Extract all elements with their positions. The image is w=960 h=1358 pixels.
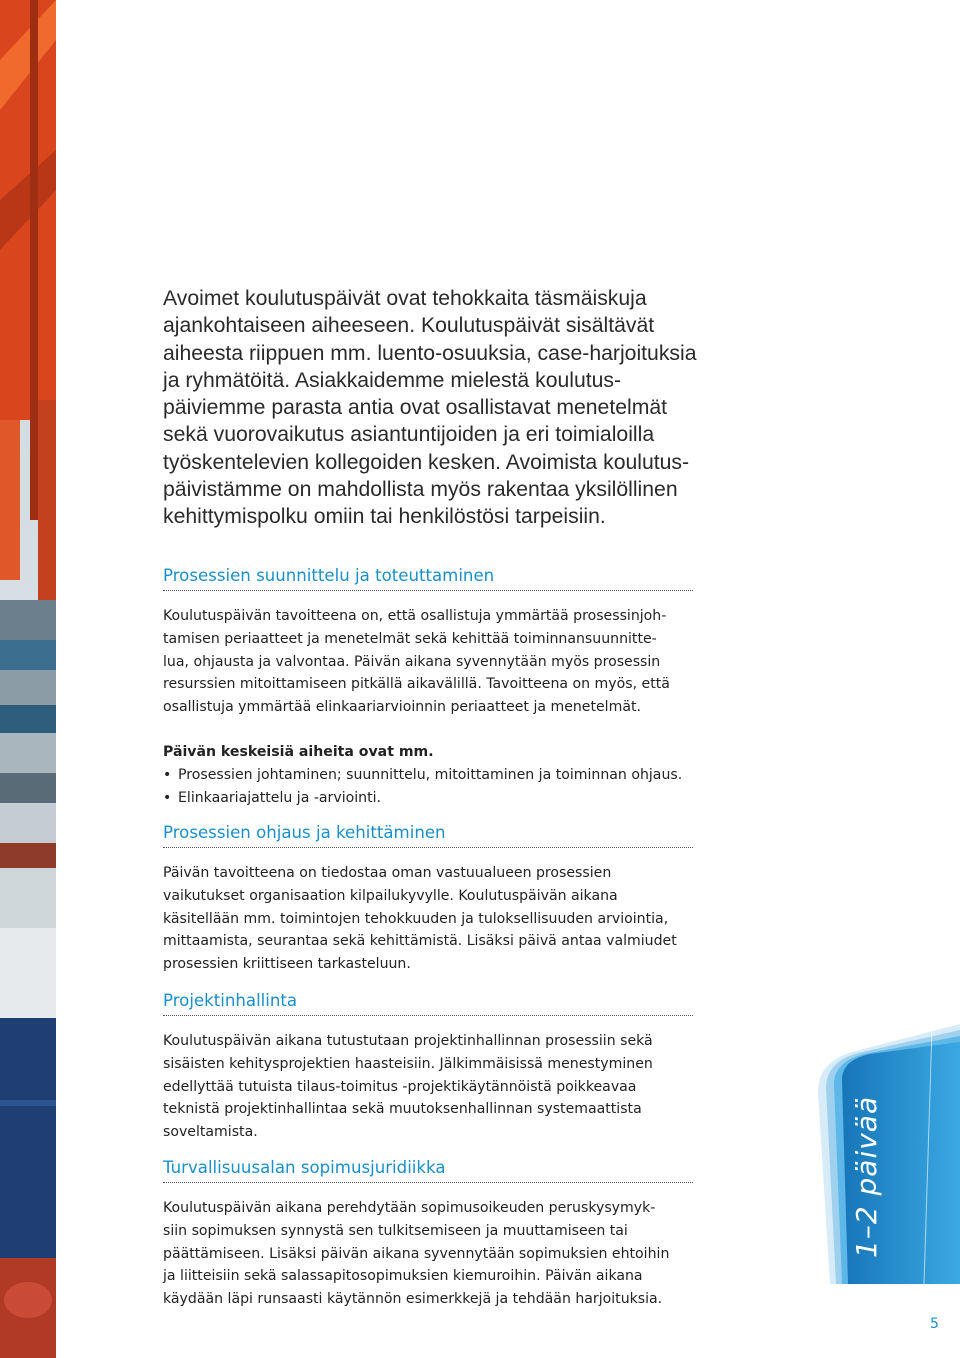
body-line: Päivän tavoitteena on tiedostaa oman vastuualueen prosessien: [163, 865, 612, 881]
body-line: siin sopimuksen synnystä sen tulkitsemiseen ja muuttamiseen tai: [163, 1222, 628, 1239]
body-line: ja liitteisiin sekä salassapitosopimuksien kiemuroihin. Päivän aikana: [163, 1268, 643, 1285]
body-line: Koulutuspäivän aikana perehdytään sopimusoikeuden peruskysymyk-: [163, 1200, 656, 1216]
intro-line: sekä vuorovaikutus asiantuntijoiden ja eri toimialoilla: [163, 423, 655, 447]
intro-line: työskentelevien kollegoiden kesken. Avoimista koulutus-: [163, 450, 690, 474]
intro-line: päiviemme parasta antia ovat osallistavat menetelmät: [163, 396, 668, 420]
key-topics-list: [163, 764, 693, 810]
duration-label: 1–2 päivää: [850, 1095, 883, 1258]
intro-line: ajankohtaiseen aiheeseen. Koulutuspäivät sisältävät: [163, 314, 655, 338]
body-line: käsitellään mm. toimintojen tehokkuuden ja tuloksellisuuden arviointia,: [163, 910, 669, 927]
body-line: soveltamista.: [163, 1124, 258, 1141]
intro-line: ja ryhmätöitä. Asiakkaidemme mielestä koulutus-: [163, 368, 622, 392]
body-line: sisäisten kehitysprojektien haasteisiin. Jälkimmäisissä menestyminen: [163, 1055, 653, 1072]
body-line: edellyttää tutuista tilaus-toimitus -projektikäytännöistä poikkeavaa: [163, 1078, 637, 1095]
section-title: Prosessien ohjaus ja kehittäminen: [163, 823, 693, 848]
intro-line: päivistämme on mahdollista myös rakentaa yksilöllinen: [163, 478, 678, 502]
page-number: 5: [930, 1316, 939, 1332]
list-item: • Prosessien johtaminen; suunnittelu, mitoittaminen ja toiminnan ohjaus.: [163, 764, 693, 787]
section-process-control: [163, 823, 693, 976]
body-line: päättämiseen. Lisäksi päivän aikana syvennytään sopimuksien ehtoihin: [163, 1245, 670, 1262]
section-title: Turvallisuusalan sopimusjuridiikka: [163, 1158, 693, 1183]
intro-line: Avoimet koulutuspäivät ovat tehokkaita täsmäiskuja: [163, 287, 647, 310]
section-body: [163, 1030, 693, 1144]
body-line: Koulutuspäivän tavoitteena on, että osallistuja ymmärtää prosessinjoh-: [163, 608, 667, 624]
body-line: tamisen periaatteet ja menetelmät sekä kehittää toiminnansuunnitte-: [163, 630, 657, 647]
body-line: käydään läpi runsaasti käytännön esimerkkejä ja tehdään harjoituksia.: [163, 1291, 663, 1308]
body-line: prosessien kriittiseen tarkasteluun.: [163, 956, 411, 973]
body-line: lua, ohjausta ja valvontaa. Päivän aikana syvennytään myös prosessin: [163, 653, 661, 670]
key-topics-heading: Päivän keskeisiä aiheita ovat mm.: [163, 743, 434, 760]
harbour-crane-photo: [0, 0, 56, 1358]
body-line: Koulutuspäivän aikana tutustutaan projektinhallinnan prosessiin sekä: [163, 1033, 653, 1049]
section-body: [163, 862, 693, 976]
section-title: Prosessien suunnittelu ja toteuttaminen: [163, 566, 693, 591]
section-body: [163, 1197, 693, 1311]
section-process-planning: [163, 566, 693, 810]
list-item: • Elinkaariajattelu ja -arviointi.: [163, 787, 693, 810]
intro-paragraph: [163, 285, 763, 531]
body-line: mittaamista, seurantaa sekä kehittämistä. Lisäksi päivä antaa valmiudet: [163, 933, 677, 950]
section-contract-law: [163, 1158, 693, 1311]
intro-line: aiheesta riippuen mm. luento-osuuksia, case-harjoituksia: [163, 341, 697, 365]
body-line: vaikutukset organisaation kilpailukyvylle. Koulutuspäivän aikana: [163, 887, 618, 904]
section-body: [163, 605, 693, 719]
body-line: osallistuja ymmärtää elinkaariarvioinnin periaatteet ja menetelmät.: [163, 699, 641, 716]
intro-line: kehittymispolku omiin tai henkilöstösi tarpeisiin.: [163, 505, 606, 529]
body-line: teknistä projektinhallintaa sekä muutoksenhallinnan systemaattista: [163, 1101, 642, 1118]
section-project-management: [163, 991, 693, 1144]
duration-badge: [812, 1022, 960, 1284]
body-line: resurssien mitoittamiseen pitkällä aikavälillä. Tavoitteena on myös, että: [163, 676, 670, 693]
section-title: Projektinhallinta: [163, 991, 693, 1016]
